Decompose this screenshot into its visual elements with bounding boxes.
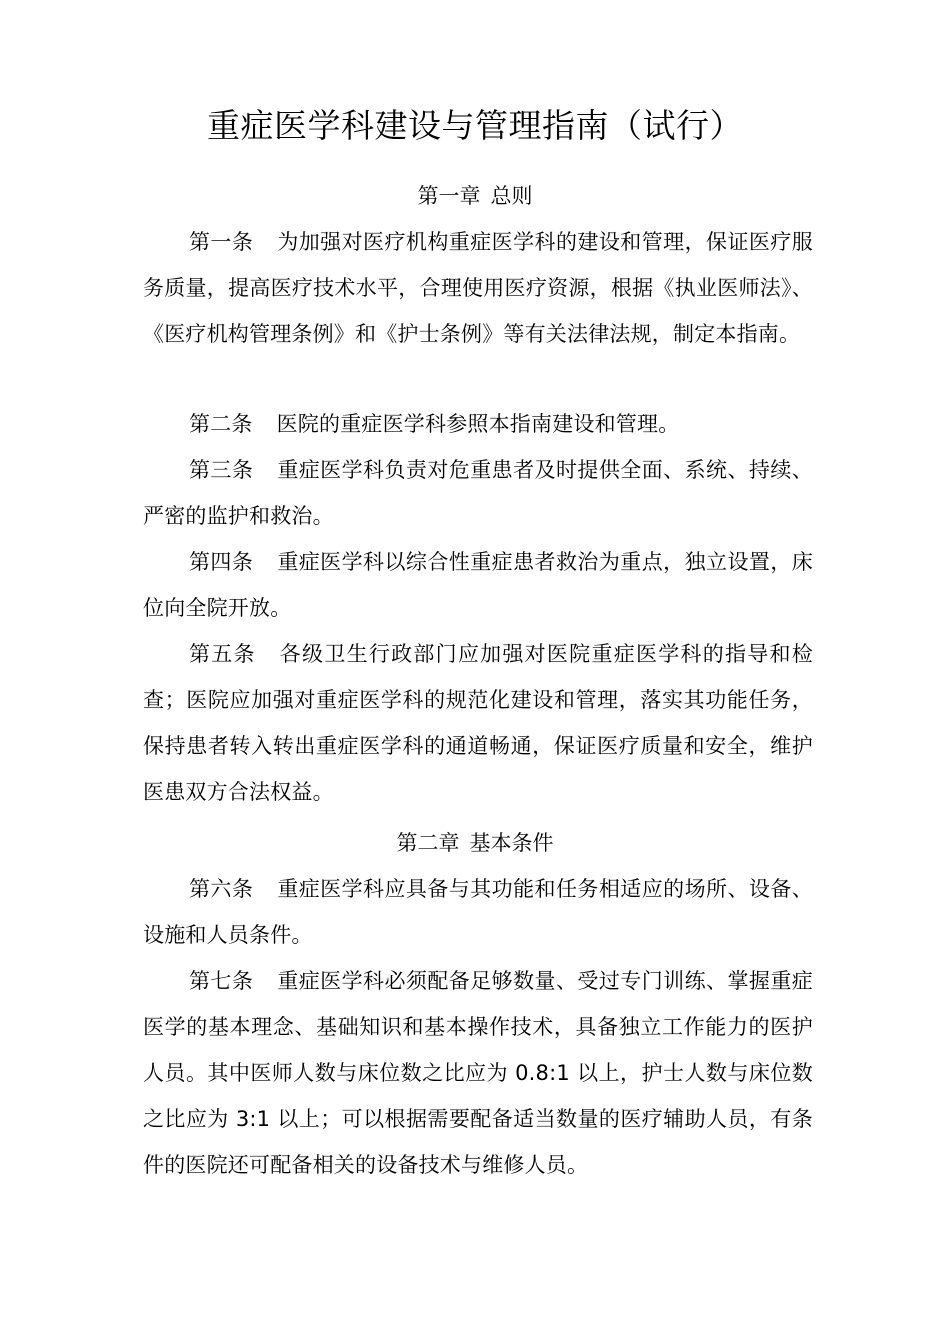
article-number: 第六条 xyxy=(189,877,254,901)
chapter-heading xyxy=(0,828,950,858)
article-number: 第一条 xyxy=(189,230,254,254)
article-text: 重症医学科负责对危重患者及时提供全面、系统、持续、严密的监护和救治。 xyxy=(143,458,813,528)
article-number: 第二条 xyxy=(189,412,253,436)
article-text: 重症医学科以综合性重症患者救治为重点，独立设置，床位向全院开放。 xyxy=(143,550,813,620)
document-title: 重症医学科建设与管理指南（试行） xyxy=(207,106,743,145)
article-paragraph xyxy=(143,958,813,1188)
article-number: 第五条 xyxy=(189,642,256,666)
article-paragraph xyxy=(143,219,813,357)
article-text: 重症医学科必须配备足够数量、受过专门训练、掌握重症医学的基本理念、基础知识和基本操作技术，具备独立工作能力的医护人员。其中医师人数与床位数之比应为 0.8:1 以上，护士人数与床位数之比应为 3:1 以上；可以根据需要配备适当数量的医疗辅助人员，有条件的医院还可配备相关的设备技术与维修人员。 xyxy=(143,969,813,1177)
article-paragraph xyxy=(143,866,813,958)
article-number: 第四条 xyxy=(189,550,254,574)
article-paragraph xyxy=(143,401,813,447)
article-text: 各级卫生行政部门应加强对医院重症医学科的指导和检查；医院应加强对重症医学科的规范化建设和管理，落实其功能任务，保持患者转入转出重症医学科的通道畅通，保证医疗质量和安全，维护医患双方合法权益。 xyxy=(143,642,813,804)
chapter-name: 基本条件 xyxy=(469,831,554,855)
article-text: 为加强对医疗机构重症医学科的建设和管理，保证医疗服务质量，提高医疗技术水平，合理使用医疗资源，根据《执业医师法》、《医疗机构管理条例》和《护士条例》等有关法律法规，制定本指南。 xyxy=(143,230,813,346)
article-number: 第七条 xyxy=(189,969,254,993)
article-text: 重症医学科应具备与其功能和任务相适应的场所、设备、设施和人员条件。 xyxy=(143,877,813,947)
chapter-name: 总则 xyxy=(490,184,533,208)
article-paragraph xyxy=(143,539,813,631)
article-text: 医院的重症医学科参照本指南建设和管理。 xyxy=(276,412,680,436)
article-paragraph xyxy=(143,631,813,815)
article-paragraph xyxy=(143,447,813,539)
chapter-number: 第一章 xyxy=(417,184,481,208)
chapter-heading xyxy=(0,181,950,211)
chapter-number: 第二章 xyxy=(396,831,460,855)
article-number: 第三条 xyxy=(189,458,254,482)
